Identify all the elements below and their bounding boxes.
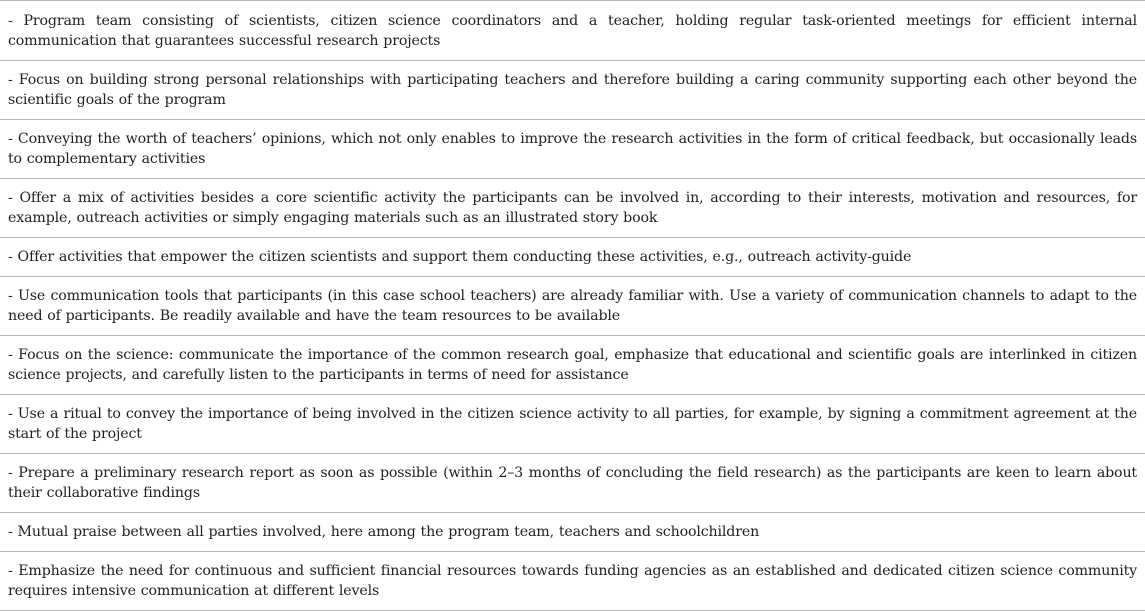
table-row <box>0 238 1145 277</box>
table-cell: - Program team consisting of scientists, citizen science coordinators and a teacher, holding regular task-oriented meetings for efficient internal communication that guarantees successful research projects <box>0 1 1145 61</box>
table-cell: - Offer a mix of activities besides a core scientific activity the participants can be involved in, according to their interests, motivation and resources, for example, outreach activities or simply engaging materials such as an illustrated story book <box>0 179 1145 238</box>
table-cell: - Use communication tools that participants (in this case school teachers) are already familiar with. Use a variety of communication channels to adapt to the need of participants. Be readily available and have the team resources to be available <box>0 277 1145 336</box>
table-row <box>0 454 1145 513</box>
table-row <box>0 513 1145 552</box>
table-row <box>0 61 1145 120</box>
table-cell: - Offer activities that empower the citizen scientists and support them conducting these activities, e.g., outreach activity-guide <box>0 238 1145 277</box>
table-row <box>0 1 1145 61</box>
table-row <box>0 120 1145 179</box>
table-body <box>0 1 1145 611</box>
table-cell: - Mutual praise between all parties involved, here among the program team, teachers and schoolchildren <box>0 513 1145 552</box>
table-row <box>0 552 1145 611</box>
table-row <box>0 179 1145 238</box>
table-row <box>0 277 1145 336</box>
table-row <box>0 336 1145 395</box>
table-cell: - Use a ritual to convey the importance of being involved in the citizen science activity to all parties, for example, by signing a commitment agreement at the start of the project <box>0 395 1145 454</box>
table-cell: - Emphasize the need for continuous and sufficient financial resources towards funding agencies as an established and dedicated citizen science community requires intensive communication at different levels <box>0 552 1145 611</box>
table-cell: - Conveying the worth of teachers’ opinions, which not only enables to improve the research activities in the form of critical feedback, but occasionally leads to complementary activities <box>0 120 1145 179</box>
table-cell: - Focus on the science: communicate the importance of the common research goal, emphasize that educational and scientific goals are interlinked in citizen science projects, and carefully listen to the participants in terms of need for assistance <box>0 336 1145 395</box>
table-cell: - Prepare a preliminary research report as soon as possible (within 2–3 months of concluding the field research) as the participants are keen to learn about their collaborative findings <box>0 454 1145 513</box>
table-cell: - Focus on building strong personal relationships with participating teachers and therefore building a caring community supporting each other beyond the scientific goals of the program <box>0 61 1145 120</box>
table-row <box>0 395 1145 454</box>
